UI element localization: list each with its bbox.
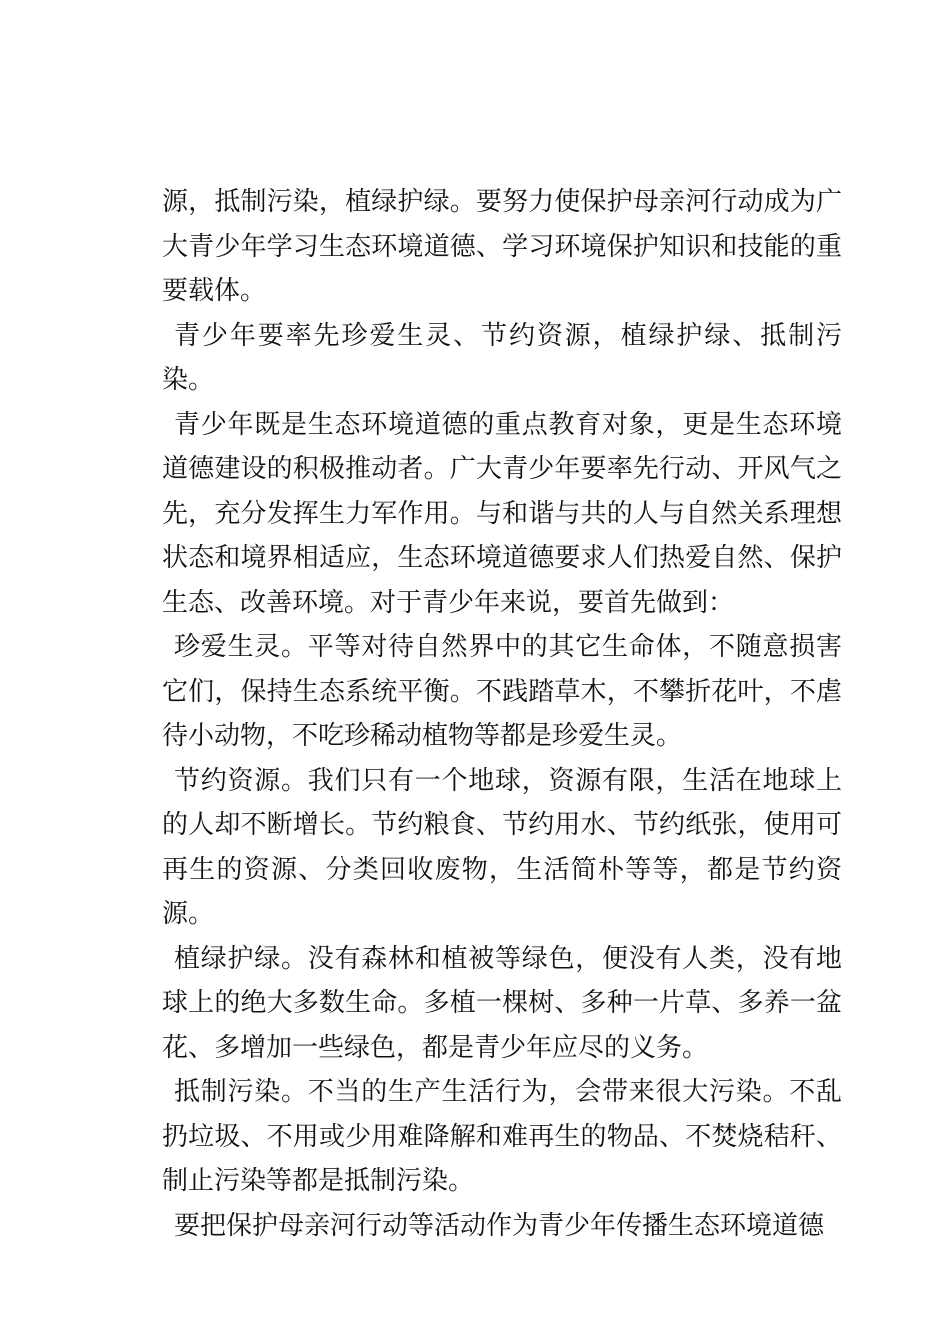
paragraph-save-resources: 节约资源。我们只有一个地球，资源有限，生活在地球上的人却不断增长。节约粮食、节约用水、节约纸张，使用可再生的资源、分类回收废物，生活简朴等等，都是节约资源。 xyxy=(162,765,842,929)
paragraph-cherish-life: 珍爱生灵。平等对待自然界中的其它生命体，不随意损害它们，保持生态系统平衡。不践踏草木，不攀折花叶，不虐待小动物，不吃珍稀动植物等都是珍爱生灵。 xyxy=(162,632,842,751)
paragraph-plant-green: 植绿护绿。没有森林和植被等绿色，便没有人类，没有地球上的绝大多数生命。多植一棵树、多种一片草、多养一盆花、多增加一些绿色，都是青少年应尽的义务。 xyxy=(162,943,842,1063)
paragraph-closing: 要把保护母亲河行动等活动作为青少年传播生态环境道德 xyxy=(174,1210,825,1241)
paragraph-heading-summary: 青少年要率先珍爱生灵、节约资源，植绿护绿、抵制污染。 xyxy=(162,320,842,395)
paragraph-intro: 青少年既是生态环境道德的重点教育对象，更是生态环境道德建设的积极推动者。广大青少年要率先行动、开风气之先，充分发挥生力军作用。与和谐与共的人与自然关系理想状态和境界相适应，生态环境道德要求人们热爱自然、保护生态、改善环境。对于青少年来说，要首先做到： xyxy=(162,409,842,618)
paragraph-resist-pollution: 抵制污染。不当的生产生活行为，会带来很大污染。不乱扔垃圾、不用或少用难降解和难再生的物品、不焚烧秸秆、制止污染等都是抵制污染。 xyxy=(162,1077,842,1196)
document-body xyxy=(162,180,842,1248)
paragraph-continuation: 源，抵制污染，植绿护绿。要努力使保护母亲河行动成为广大青少年学习生态环境道德、学习环境保护知识和技能的重要载体。 xyxy=(162,187,842,306)
